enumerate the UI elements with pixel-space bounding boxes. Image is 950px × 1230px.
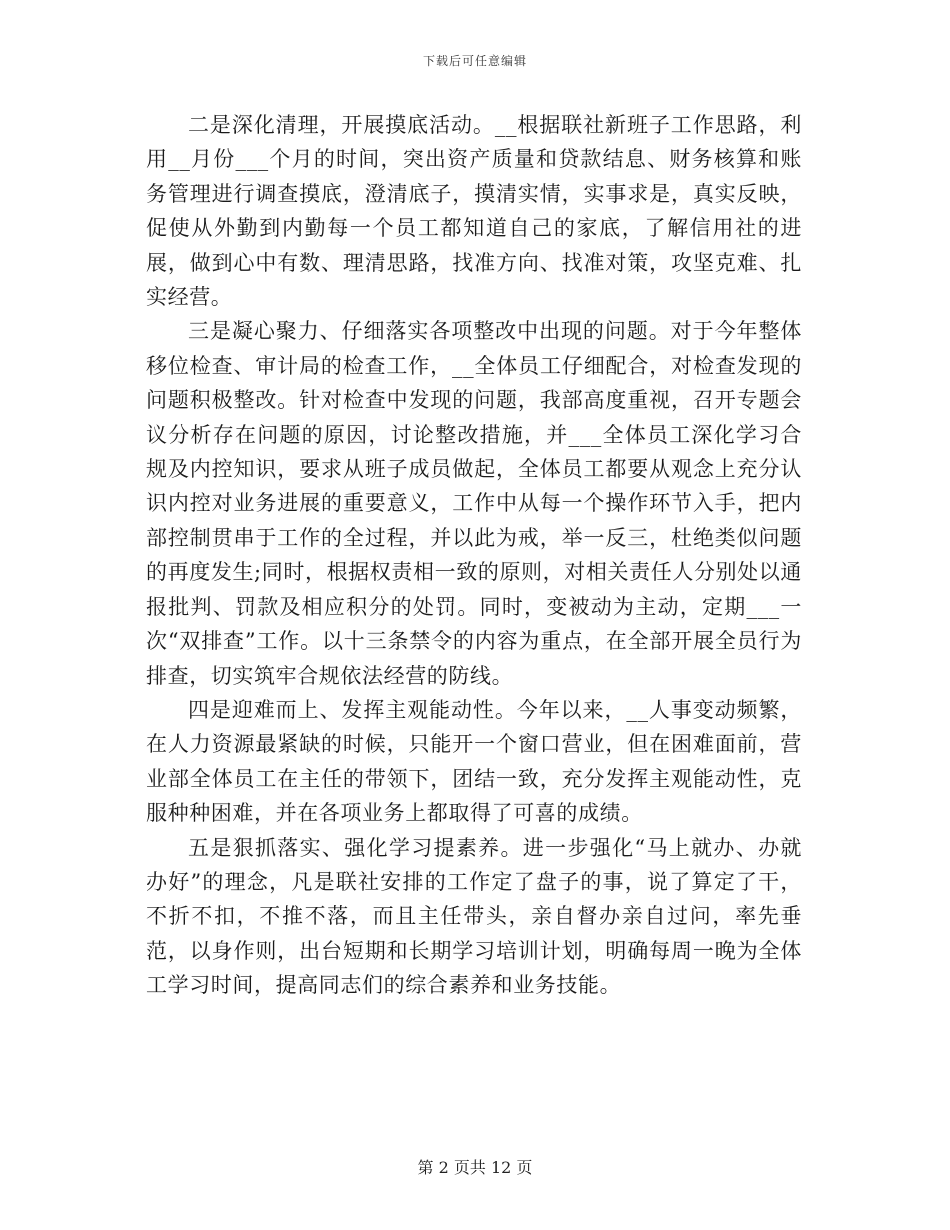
paragraph-2: 二是深化清理，开展摸底活动。__根据联社新班子工作思路，利用__月份___个月的时间，突出资产质量和贷款结息、财务核算和账务管理进行调查摸底，澄清底子，摸清实情，实事求是，真实反映，促使从外勤到内勤每一个员工都知道自己的家底，了解信用社的进展，做到心中有数、理清思路，找准方向、找准对策，攻坚克难、扎实经营。 xyxy=(146,113,802,310)
document-body xyxy=(146,108,802,1003)
paragraph-5: 五是狠抓落实、强化学习提素养。进一步强化“马上就办、办就办好”的理念，凡是联社安排的工作定了盘子的事，说了算定了干，不折不扣，不推不落，而且主任带头，亲自督办亲自过问，率先垂范，以身作则，出台短期和长期学习培训计划，明确每周一晚为全体工学习时间，提高同志们的综合素养和业务技能。 xyxy=(146,835,802,998)
page-header-note: 下载后可任意编辑 xyxy=(422,54,527,68)
page-number-footer: 第 2 页共 12 页 xyxy=(417,1158,533,1177)
paragraph-4: 四是迎难而上、发挥主观能动性。今年以来，__人事变动频繁，在人力资源最紧缺的时候，只能开一个窗口营业，但在困难面前，营业部全体员工在主任的带领下，团结一致，充分发挥主观能动性，克服种种困难，并在各项业务上都取得了可喜的成绩。 xyxy=(146,697,802,826)
paragraph-3: 三是凝心聚力、仔细落实各项整改中出现的问题。对于今年整体移位检查、审计局的检查工作，__全体员工仔细配合，对检查发现的问题积极整改。针对检查中发现的问题，我部高度重视，召开专题会议分析存在问题的原因，讨论整改措施，并___全体员工深化学习合规及内控知识，要求从班子成员做起，全体员工都要从观念上充分认识内控对业务进展的重要意义，工作中从每一个操作环节入手，把内部控制贯串于工作的全过程，并以此为戒，举一反三，杜绝类似问题的再度发生;同时，根据权责相一致的原则，对相关责任人分别处以通报批判、罚款及相应积分的处罚。同时，变被动为主动，定期___一次“双排查”工作。以十三条禁令的内容为重点，在全部开展全员行为排查，切实筑牢合规依法经营的防线。 xyxy=(146,319,802,688)
